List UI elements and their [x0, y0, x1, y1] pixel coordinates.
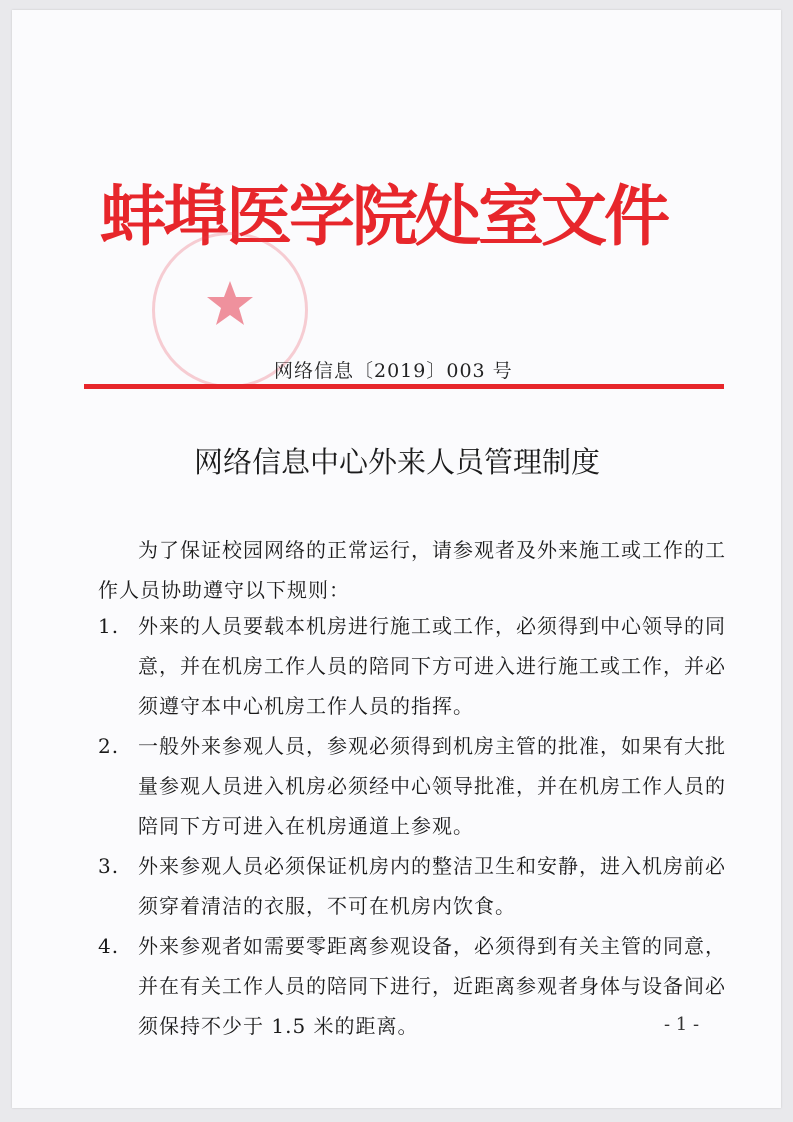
intro-paragraph: 为了保证校园网络的正常运行，请参观者及外来施工或工作的工作人员协助遵守以下规则： [98, 538, 726, 602]
rule-number: 2. [98, 734, 120, 758]
rule-number: 3. [98, 854, 120, 878]
rule-item [98, 606, 728, 726]
rule-item [98, 926, 728, 1046]
rule-number: 4. [98, 934, 120, 958]
rule-item [98, 846, 728, 926]
rule-text: 一般外来参观人员，参观必须得到机房主管的批准，如果有大批量参观人员进入机房必须经中心领导批准，并在机房工作人员的陪同下方可进入在机房通道上参观。 [138, 734, 726, 838]
document-number: 网络信息〔2019〕003 号 [274, 360, 513, 382]
rule-text: 外来参观者如需要零距离参观设备，必须得到有关主管的同意，并在有关工作人员的陪同下进行，近距离参观者身体与设备间必须保持不少于 1.5 米的距离。 [138, 934, 726, 1038]
document-title: 网络信息中心外来人员管理制度 [194, 445, 601, 479]
rule-text: 外来参观人员必须保证机房内的整洁卫生和安静，进入机房前必须穿着清洁的衣服，不可在机房内饮食。 [138, 854, 726, 918]
rule-item [98, 726, 728, 846]
rule-number: 1. [98, 614, 120, 638]
header-divider [84, 384, 724, 389]
rule-text: 外来的人员要载本机房进行施工或工作，必须得到中心领导的同意，并在机房工作人员的陪同下方可进入进行施工或工作，并必须遵守本中心机房工作人员的指挥。 [138, 614, 726, 718]
page-number: - 1 - [664, 1014, 700, 1035]
document-page [12, 10, 781, 1108]
org-title: 蚌埠医学院处室文件 [100, 177, 667, 255]
star-icon [205, 279, 255, 329]
rules-list [98, 606, 728, 1046]
